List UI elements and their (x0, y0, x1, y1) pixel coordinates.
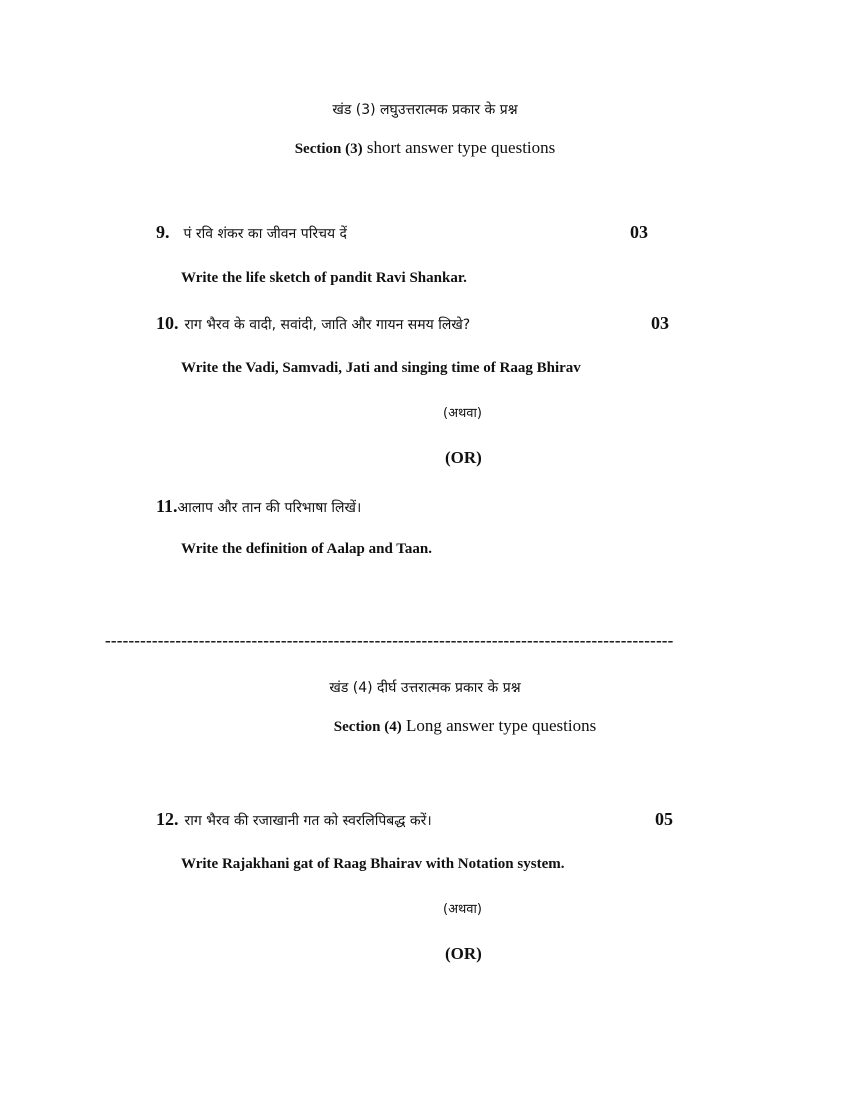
section3-title-hindi: खंड (3) लघुउत्तरात्मक प्रकार के प्रश्न (332, 102, 518, 118)
question-9-hindi (156, 222, 347, 243)
question-number: 12. (156, 809, 179, 829)
question-9-english: Write the life sketch of pandit Ravi Shankar. (181, 270, 467, 286)
question-text-hindi: आलाप और तान की परिभाषा लिखें। (177, 500, 362, 516)
question-text-hindi: पं रवि शंकर का जीवन परिचय दें (183, 226, 347, 242)
section4-subtitle: Long answer type questions (401, 716, 597, 735)
section3-subtitle: short answer type questions (362, 138, 556, 157)
question-11-hindi (156, 496, 361, 517)
or-hindi: (अथवा) (443, 406, 482, 421)
question-11-english: Write the definition of Aalap and Taan. (181, 541, 433, 557)
question-number: 11. (156, 496, 178, 516)
section4-title-english (40, 716, 850, 736)
question-12-hindi (156, 809, 432, 830)
question-12-marks: 05 (655, 809, 673, 829)
question-number: 9. (156, 222, 170, 242)
section4-label: Section (4) (333, 719, 402, 735)
question-9-marks: 03 (630, 222, 648, 242)
or-english: (OR) (445, 448, 482, 467)
section-divider: ------------------------------------------------------------------------------------------------- (105, 631, 674, 650)
or-hindi: (अथवा) (443, 902, 482, 917)
question-10-english: Write the Vadi, Samvadi, Jati and singing time of Raag Bhirav (181, 360, 581, 376)
question-number: 10. (156, 313, 179, 333)
question-text-hindi: राग भैरव की रजाखानी गत को स्वरलिपिबद्ध करें। (184, 813, 432, 829)
question-text-hindi: राग भैरव के वादी, सवांदी, जाति और गायन समय लिखे? (184, 317, 471, 333)
question-10-hindi (156, 313, 470, 334)
section3-title-english (0, 138, 850, 158)
section3-label: Section (3) (294, 141, 363, 157)
question-10-marks: 03 (651, 313, 669, 333)
or-english: (OR) (445, 944, 482, 963)
section4-title-hindi: खंड (4) दीर्घ उत्तरात्मक प्रकार के प्रश्न (329, 680, 521, 696)
question-12-english: Write Rajakhani gat of Raag Bhairav with Notation system. (181, 856, 565, 872)
